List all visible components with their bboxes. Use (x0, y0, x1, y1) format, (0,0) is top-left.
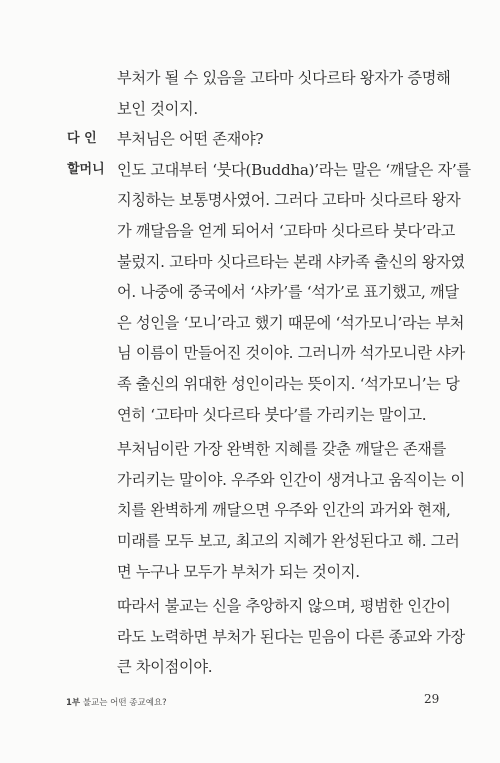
text-line: 치를 완벽하게 깨달으면 우주와 인간의 과거와 현재, (117, 501, 451, 520)
text-line: 따라서 불교는 신을 추앙하지 않으며, 평범한 인간이 (117, 597, 451, 616)
text-line: 미래를 모두 보고, 최고의 지혜가 완성된다고 해. 그러 (117, 532, 460, 550)
text-line: 보인 것이지. (117, 99, 198, 118)
text-line: 은 성인을 ‘모니’라고 했기 때문에 ‘석가모니’라는 부처 (117, 313, 465, 332)
footer-part: 1부 (66, 698, 81, 708)
text-line: 인도 고대부터 ‘붓다(Buddha)’라는 말은 ‘깨달은 자’를 (117, 160, 471, 179)
text-line: 님 이름이 만들어진 것이야. 그러니까 석가모니란 샤카 (117, 344, 465, 363)
text-line: 지칭하는 보통명사였어. 그러다 고타마 싯다르타 왕자 (117, 191, 461, 210)
text-line: 가 깨달음을 얻게 되어서 ‘고타마 싯다르타 붓다’라고 (117, 222, 456, 240)
text-line: 면 누구나 모두가 부처가 되는 것이지. (117, 562, 360, 581)
text-line: 연히 ‘고타마 싯다르타 붓다’를 가리키는 말이고. (117, 405, 427, 424)
text-line: 부처님이란 가장 완벽한 지혜를 갖춘 깨달은 존재를 (117, 440, 446, 459)
text-line: 부처님은 어떤 존재야? (117, 130, 264, 149)
text-line: 불렀지. 고타마 싯다르타는 본래 샤카족 출신의 왕자였 (117, 252, 465, 271)
text-line: 라도 노력하면 부처가 된다는 믿음이 다른 종교와 가장 (117, 627, 465, 646)
speaker-label: 다 인 (67, 131, 97, 147)
text-line: 어. 나중에 중국에서 ‘샤카’를 ‘석가’로 표기했고, 깨달 (117, 283, 459, 302)
text-line: 가리키는 말이야. 우주와 인간이 생겨나고 움직이는 이 (117, 470, 465, 489)
footer-chapter-title: 불교는 어떤 종교예요? (82, 698, 167, 708)
text-line: 부처가 될 수 있음을 고타마 싯다르타 왕자가 증명해 (117, 69, 451, 87)
running-footer (66, 696, 167, 708)
text-line: 족 출신의 위대한 성인이라는 뜻이지. ‘석가모니’는 당 (117, 375, 460, 393)
text-line: 큰 차이점이야. (117, 658, 213, 677)
page-number: 29 (424, 692, 440, 706)
speaker-label: 할머니 (67, 161, 105, 177)
